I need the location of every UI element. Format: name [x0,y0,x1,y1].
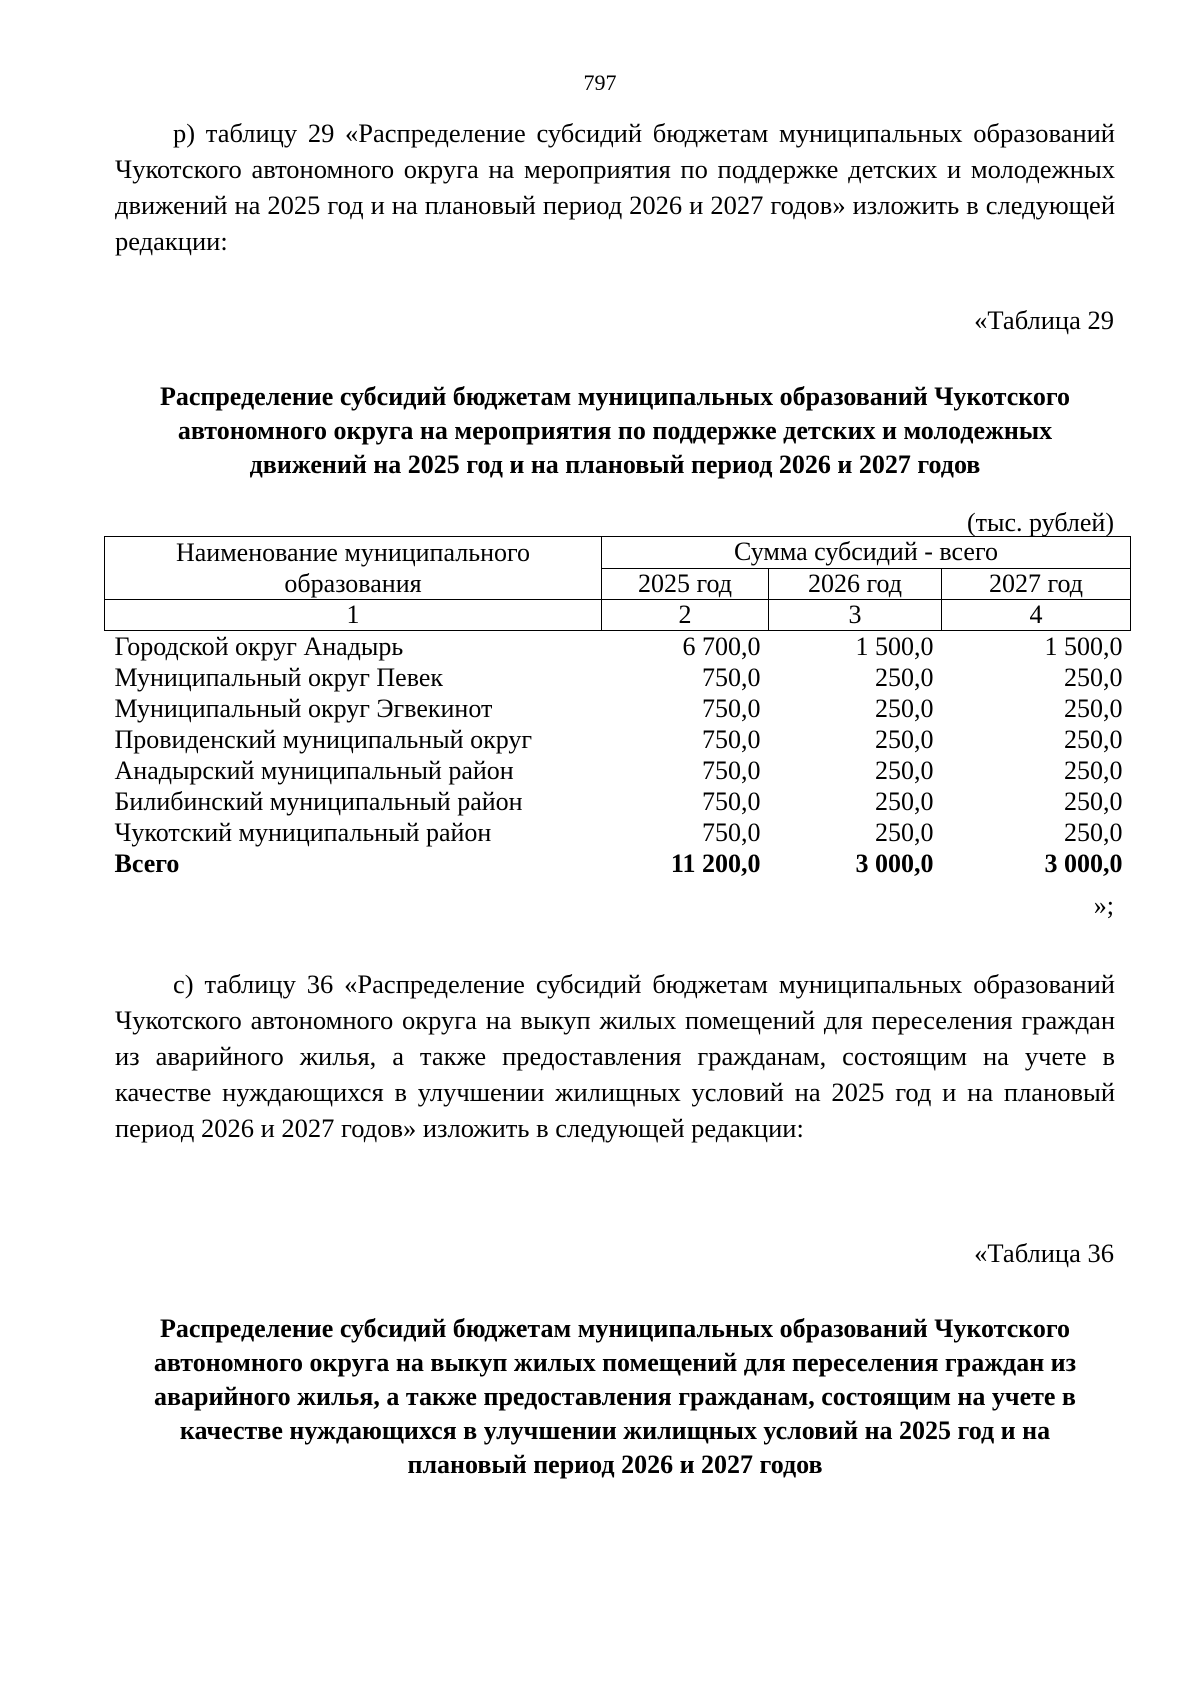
total-value-2025: 11 200,0 [670,849,761,878]
column-number-4: 4 [942,600,1131,631]
row-value-2027: 250,0 [1064,663,1123,692]
row-value-2027: 250,0 [1064,725,1123,754]
row-name: Чукотский муниципальный район [114,818,492,847]
row-value-2026: 250,0 [875,818,934,847]
table-total-row [105,848,1131,879]
section-r-paragraph: р) таблицу 29 «Распределение субсидий бюджетам муниципальных образований Чукотского автономного округа на мероприятия по поддержке детских и молодежных движений на 2025 год и на плановый период 2026 и 2027 годов» изложить в следующей редакции: [115,118,1115,256]
row-name: Городской округ Анадырь [114,632,404,661]
column-number-2: 2 [602,600,769,631]
row-value-2025: 750,0 [702,787,761,816]
header-subsidy-total: Сумма субсидий - всего [602,537,1131,569]
row-value-2026: 250,0 [875,756,934,785]
column-number-1: 1 [105,600,602,631]
table-row [105,786,1131,817]
column-number-3: 3 [769,600,942,631]
table-row [105,662,1131,693]
subsidy-table-29 [104,536,1131,879]
header-year-2026: 2026 год [769,568,942,600]
row-value-2025: 750,0 [702,663,761,692]
table-row [105,693,1131,724]
row-name: Муниципальный округ Эгвекинот [114,694,493,723]
row-name: Анадырский муниципальный район [114,756,514,785]
section-s-paragraph: с) таблицу 36 «Распределение субсидий бюджетам муниципальных образований Чукотского автономного округа на выкуп жилых помещений для переселения граждан из аварийного жилья, а также предоставления гражданам, состоящим на учете в качестве нуждающихся в улучшении жилищных условий на 2025 год и на плановый период 2026 и 2027 годов» изложить в следующей редакции: [115,969,1115,1143]
table-row [105,817,1131,848]
row-name: Билибинский муниципальный район [114,787,523,816]
row-value-2025: 750,0 [702,756,761,785]
header-year-2025: 2025 год [602,568,769,600]
row-value-2026: 250,0 [875,694,934,723]
table-36-title: Распределение субсидий бюджетам муниципальных образований Чукотского автономного округа на выкуп жилых помещений для переселения граждан из аварийного жилья, а также предоставления гражданам, состоящим на учете в качестве нуждающихся в улучшении жилищных условий на 2025 год и на плановый период 2026 и 2027 годов [153,1314,1077,1479]
table-row [105,724,1131,755]
table-29-reference: «Таблица 29 [974,305,1114,335]
row-name: Провиденский муниципальный округ [114,725,533,754]
row-value-2026: 250,0 [875,663,934,692]
header-municipality-name: Наименование муниципального образования [105,537,602,600]
row-value-2026: 1 500,0 [855,632,934,661]
table-29-title: Распределение субсидий бюджетам муниципальных образований Чукотского автономного округа на мероприятия по поддержке детских и молодежных движений на 2025 год и на плановый период 2026 и 2027 годов [159,382,1071,479]
table-29-closing-quote: »; [1093,891,1114,920]
row-value-2027: 250,0 [1064,694,1123,723]
total-value-2026: 3 000,0 [855,849,934,878]
row-value-2027: 250,0 [1064,756,1123,785]
header-year-2027: 2027 год [942,568,1131,600]
row-value-2027: 1 500,0 [1044,632,1123,661]
row-value-2026: 250,0 [875,725,934,754]
row-value-2025: 750,0 [702,694,761,723]
row-value-2027: 250,0 [1064,787,1123,816]
page-number: 797 [583,70,617,95]
table-row [105,755,1131,786]
row-value-2025: 750,0 [702,725,761,754]
row-value-2027: 250,0 [1064,818,1123,847]
table-36-reference: «Таблица 36 [974,1238,1114,1268]
units-label: (тыс. рублей) [966,508,1114,537]
row-value-2026: 250,0 [875,787,934,816]
row-value-2025: 6 700,0 [682,632,761,661]
total-value-2027: 3 000,0 [1044,849,1123,878]
table-row [105,631,1131,663]
row-value-2025: 750,0 [702,818,761,847]
total-label: Всего [114,849,180,878]
row-name: Муниципальный округ Певек [114,663,444,692]
